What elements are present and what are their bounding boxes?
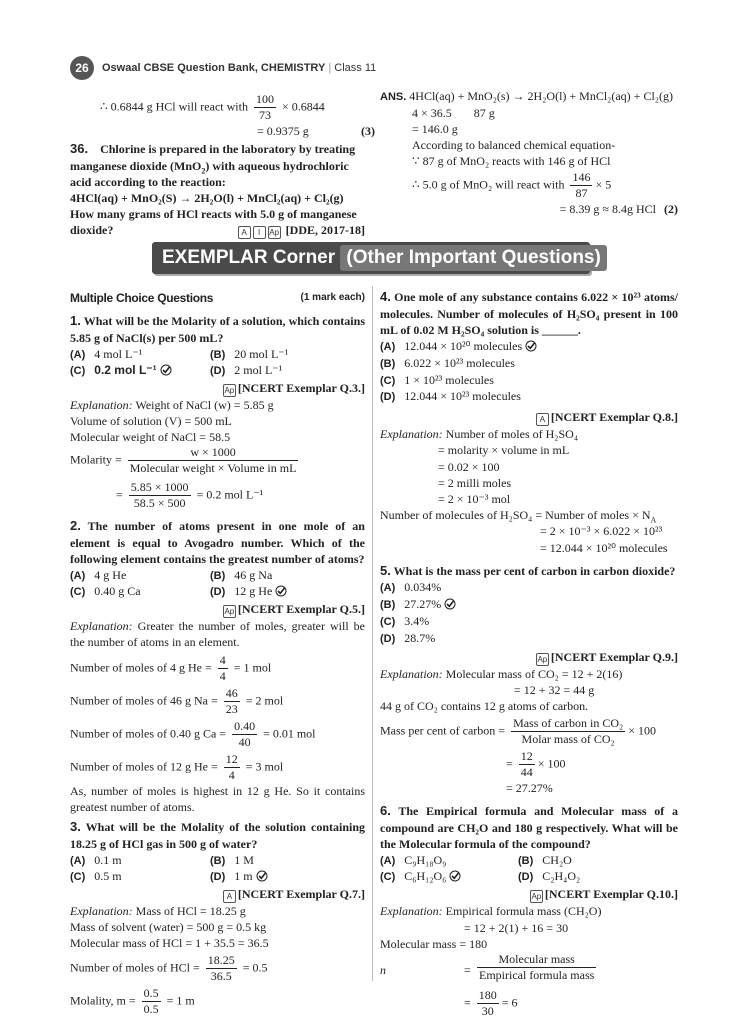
ap-icon: Ap <box>269 228 280 238</box>
ap-icon: Ap <box>531 892 542 902</box>
banner-title: EXEMPLAR Corner <box>162 247 336 268</box>
q36-ref: [DDE, 2017-18] <box>285 223 365 238</box>
exemplar-banner <box>152 242 601 274</box>
ap-icon: Ap <box>224 385 235 395</box>
question-2: 2. The number of atoms present in one mole of an element is equal to Avogadro number. Which of the following element contains the greatest number of atoms? (A) 4 g He (B) 46 g Na (C) 0.40 g Ca (D) 12 g He Ap [NCERT Exemplar Q.5.] Explanation: Greater the number of moles, greater will be the number of atoms in an element. Number of moles of 4 g He = $\frac{4}{4}$ = 1 mol Number of moles of 46 g Na = $\frac{46}{23}$ = 2 mol Number of moles of 0.40 g Ca = $\frac{0.40}{40}$ = 0.01 mol Number of moles of 12 g He = $\frac{12}{4}$ = 3 mol As, number of moles is highest in 12 g He. So it contains greatest number of atoms. <box>70 518 365 814</box>
page-number-badge: 26 <box>70 56 94 80</box>
question-36: 36. Chlorine is prepared in the laboratory by treating manganese dioxide (MnO$_2$) with aqueous hydrochloric acid according to the reaction: 4HCl(aq) + MnO₂(S) → 2H₂O(l) + MnCl₂(aq) + Cl₂(g) How many grams of HCl reacts with 5.0 g of manganese dioxide? A I Ap [DDE, 2017-18] <box>70 141 365 238</box>
class-label: Class 11 <box>334 62 377 74</box>
check-circle-icon <box>275 585 287 597</box>
prev-answer: ∴ 0.6844 g HCl will react with $\frac{100}{73}$ × 0.6844 = 0.9375 g (3) <box>100 92 375 138</box>
a-icon: A <box>223 890 236 903</box>
banner-subtitle: (Other Important Questions) <box>340 245 606 271</box>
question-1: 1. What will be the Molarity of a solution, which contains 5.85 g of NaCl(s) per 500 mL? (A) 4 mol L⁻¹ (B) 20 mol L⁻¹ (C) 0.2 mol L⁻¹ (D) 2 mol L⁻¹ Ap [NCERT Exemplar Q.3.] Explanation: Weight of NaCl (w) = 5.85 g Volume of solution (V) = 500 mL Molecular weight of NaCl = 58.5 Molarity = $\frac{w \times 1000}{\text{Molecular weight × Volume in mL}}$ = $\frac{5.85 \times 1000}{58.5 \times 500}$ = 0.2 mol L⁻¹ <box>70 313 365 511</box>
check-circle-icon <box>444 598 456 610</box>
question-4: 4. One mole of any substance contains 6.022 × 10²³ atoms/ molecules. Number of molecules of H₂SO₄ present in 100 mL of 0.02 M H₂SO₄ solution is ______. (A) 12.044 × 10²⁰ molecules (B) 6.022 × 10²³ molecules (C) 1 × 10²³ molecules (D) 12.044 × 10²³ molecules A [NCERT Exemplar Q.8.] Explanation: Number of moles of H₂SO₄ = molarity × volume in mL = 0.02 × 100 = 2 milli moles = 2 × 10⁻³ mol Number of molecules of H₂SO₄ = Number of moles × $N_A$ = 2 × 10⁻³ × 6.022 × 10²³ = 12.044 × 10²⁰ molecules <box>380 289 679 555</box>
check-circle-icon <box>525 340 537 352</box>
right-column <box>380 288 678 1019</box>
check-circle-icon <box>256 870 268 882</box>
i-icon: I <box>253 226 266 239</box>
left-column <box>70 290 365 1017</box>
ap-icon: Ap <box>537 654 548 664</box>
check-circle-icon <box>449 870 461 882</box>
mcq-heading: Multiple Choice Questions <box>70 291 214 305</box>
question-5: 5. What is the mass per cent of carbon in carbon dioxide? (A) 0.034% (B) 27.27% (C) 3.4% (D) 28.7% Ap [NCERT Exemplar Q.9.] Explanation: Molecular mass of CO₂ = 12 + 2(16) = 12 + 32 = 44 g 44 g of CO₂ contains 12 g atoms of carbon. Mass per cent of carbon = $\frac{\text{Mass of carbon in CO₂}}{\text{Molar mass of CO₂}}$ × 100 = $\frac{12}{44}$ × 100 = 27.27% <box>380 562 678 796</box>
ap-icon: Ap <box>224 607 235 617</box>
check-circle-icon <box>160 364 172 376</box>
a-icon: A <box>238 226 251 239</box>
column-divider <box>372 286 373 981</box>
question-3: 3. What will be the Molality of the solution containing 18.25 g of HCl gas in 500 g of water? (A) 0.1 m (B) 1 M (C) 0.5 m (D) 1 m A [NCERT Exemplar Q.7.] Explanation: Mass of HCl = 18.25 g Mass of solvent (water) = 500 g = 0.5 kg Molecular mass of HCl = 1 + 35.5 = 36.5 Number of moles of HCl = $\frac{18.25}{36.5}$ = 0.5 Molality, m = $\frac{0.5}{0.5}$ = 1 m <box>70 818 365 1017</box>
question-6: 6. The Empirical formula and Molecular mass of a compound are CH₂O and 180 g respectively. What will be the Molecular formula of the compound? (A) C₉H₁₈O₉ (B) CH₂O (C) C₆H₁₂O₆ (D) C₂H₄O₂ Ap [NCERT Exemplar Q.10.] Explanation: Empirical formula mass (CH₂O) = 12 + 2(1) + 16 = 30 Molecular mass = 180 n = Molecular mass Empirical formula mass = $\frac{180}{30}$ = 6 <box>380 803 678 1018</box>
answer-36: ANS. 4HCl(aq) + MnO₂(s) → 2H₂O(l) + MnCl₂(aq) + Cl₂(g) 4 × 36.5 87 g = 146.0 g According to balanced chemical equation- ∵ 87 g of MnO₂ reacts with 146 g of HCl ∴ 5.0 g of MnO₂ will react with $\frac{146}{87}$ × 5 = 8.39 g ≈ 8.4g HCl (2) <box>380 89 678 216</box>
page-header: 26 Oswaal CBSE Question Bank, CHEMISTRY | Class 11 <box>70 56 690 82</box>
book-title: Oswaal CBSE Question Bank, CHEMISTRY <box>102 62 326 74</box>
a-icon: A <box>536 413 549 426</box>
marks-note: (1 mark each) <box>300 292 365 303</box>
